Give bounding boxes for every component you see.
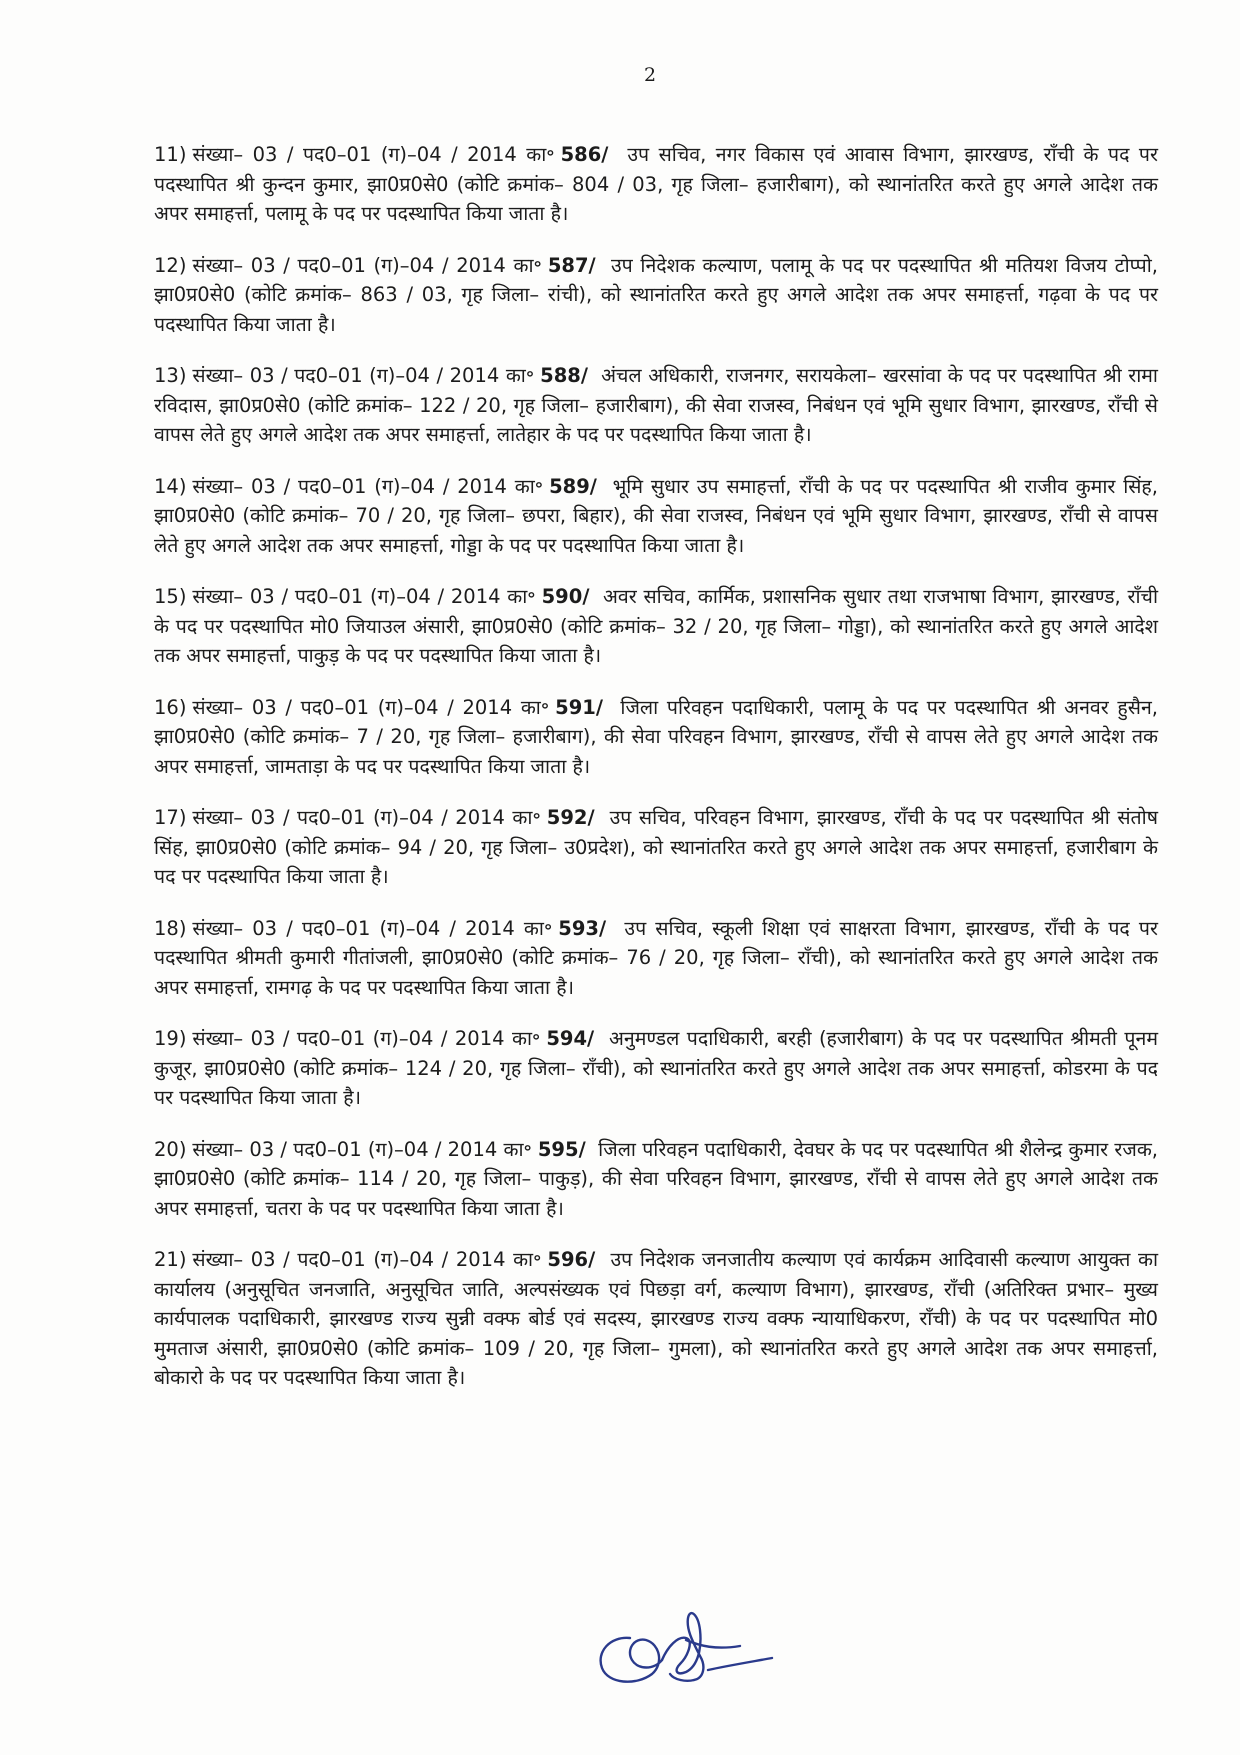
order-reference: संख्या– 03 / पद0–01 (ग)–04 / 2014 का॰ xyxy=(192,1248,542,1271)
order-number: 15) xyxy=(154,585,187,608)
order-reference: संख्या– 03 / पद0–01 (ग)–04 / 2014 का॰ xyxy=(192,364,535,387)
order-serial: 589/ xyxy=(549,474,597,498)
order-reference: संख्या– 03 / पद0–01 (ग)–04 / 2014 का॰ xyxy=(192,695,550,719)
order-item xyxy=(154,1024,1158,1113)
order-serial: 586/ xyxy=(560,143,609,166)
order-item xyxy=(154,803,1158,892)
order-text: उप निदेशक जनजातीय कल्याण एवं कार्यक्रम आदिवासी कल्याण आयुक्त का कार्यालय (अनुसूचित जनजाति, अनुसूचित जाति, अल्पसंख्यक एवं पिछड़ा वर्ग, कल्याण विभाग), झारखण्ड, राँची (अतिरिक्त प्रभार– मुख्य कार्यपालक पदाधिकारी, झारखण्ड राज्य सुन्नी वक्फ बोर्ड एवं सदस्य, झारखण्ड राज्य वक्फ न्यायाधिकरण, राँची) के पद पर पदस्थापित मो0 मुमताज अंसारी, झा0प्र0से0 (कोटि क्रमांक– 109 / 20, गृह जिला– गुमला), को स्थानांतरित करते हुए अगले आदेश तक अपर समाहर्त्ता, बोकारो के पद पर पदस्थापित किया जाता है। xyxy=(154,1248,1158,1389)
order-number: 11) xyxy=(154,143,187,166)
order-reference: संख्या– 03 / पद0–01 (ग)–04 / 2014 का॰ xyxy=(192,253,542,277)
order-number: 14) xyxy=(154,474,187,498)
order-reference: संख्या– 03 / पद0–01 (ग)–04 / 2014 का॰ xyxy=(192,916,553,940)
order-serial: 587/ xyxy=(547,253,596,277)
order-reference: संख्या– 03 / पद0–01 (ग)–04 / 2014 का॰ xyxy=(192,143,555,166)
order-text: अंचल अधिकारी, राजनगर, सरायकेला– खरसांवा के पद पर पदस्थापित श्री रामा रविदास, झा0प्र0से0 (कोटि क्रमांक– 122 / 20, गृह जिला– हजारीबाग), की सेवा राजस्व, निबंधन एवं भूमि सुधार विभाग, झारखण्ड, राँची से वापस लेते हुए अगले आदेश तक अपर समाहर्त्ता, लातेहार के पद पर पदस्थापित किया जाता है। xyxy=(154,364,1158,446)
order-number: 13) xyxy=(154,364,187,387)
order-text: उप सचिव, नगर विकास एवं आवास विभाग, झारखण्ड, राँची के पद पर पदस्थापित श्री कुन्दन कुमार, झा0प्र0से0 (कोटि क्रमांक– 804 / 03, गृह जिला– हजारीबाग), को स्थानांतरित करते हुए अगले आदेश तक अपर समाहर्त्ता, पलामू के पद पर पदस्थापित किया जाता है। xyxy=(154,143,1158,225)
page-number: 2 xyxy=(643,64,657,86)
order-list xyxy=(154,140,1158,1415)
order-number: 17) xyxy=(154,806,187,829)
order-reference: संख्या– 03 / पद0–01 (ग)–04 / 2014 का॰ xyxy=(192,1027,541,1050)
order-reference: संख्या– 03 / पद0–01 (ग)–04 / 2014 का॰ xyxy=(192,474,544,498)
order-item xyxy=(154,693,1158,782)
order-serial: 592/ xyxy=(546,806,595,829)
order-text: जिला परिवहन पदाधिकारी, पलामू के पद पर पदस्थापित श्री अनवर हुसैन, झा0प्र0से0 (कोटि क्रमांक– 7 / 20, गृह जिला– हजारीबाग), की सेवा परिवहन विभाग, झारखण्ड, राँची से वापस लेते हुए अगले आदेश तक अपर समाहर्त्ता, जामताड़ा के पद पर पदस्थापित किया जाता है। xyxy=(154,695,1158,778)
order-number: 18) xyxy=(154,916,187,940)
order-reference: संख्या– 03 / पद0–01 (ग)–04 / 2014 का॰ xyxy=(192,585,536,608)
order-item xyxy=(154,472,1158,561)
order-text: अवर सचिव, कार्मिक, प्रशासनिक सुधार तथा राजभाषा विभाग, झारखण्ड, राँची के पद पर पदस्थापित मो0 जियाउल अंसारी, झा0प्र0से0 (कोटि क्रमांक– 32 / 20, गृह जिला– गोड्डा), को स्थानांतरित करते हुए अगले आदेश तक अपर समाहर्त्ता, पाकुड़ के पद पर पदस्थापित किया जाता है। xyxy=(154,585,1158,667)
order-reference: संख्या– 03 / पद0–01 (ग)–04 / 2014 का॰ xyxy=(192,1137,532,1161)
order-serial: 596/ xyxy=(547,1248,596,1271)
order-text: उप सचिव, स्कूली शिक्षा एवं साक्षरता विभाग, झारखण्ड, राँची के पद पर पदस्थापित श्रीमती कुमारी गीतांजली, झा0प्र0से0 (कोटि क्रमांक– 76 / 20, गृह जिला– राँची), को स्थानांतरित करते हुए अगले आदेश तक अपर समाहर्त्ता, रामगढ़ के पद पर पदस्थापित किया जाता है। xyxy=(154,916,1158,999)
order-number: 19) xyxy=(154,1027,187,1050)
order-serial: 590/ xyxy=(541,585,590,608)
order-serial: 595/ xyxy=(537,1137,586,1161)
order-text: उप सचिव, परिवहन विभाग, झारखण्ड, राँची के पद पर पदस्थापित श्री संतोष सिंह, झा0प्र0से0 (कोटि क्रमांक– 94 / 20, गृह जिला– उ0प्रदेश), को स्थानांतरित करते हुए अगले आदेश तक अपर समाहर्त्ता, हजारीबाग के पद पर पदस्थापित किया जाता है। xyxy=(154,806,1158,888)
order-item xyxy=(154,140,1158,229)
order-item xyxy=(154,914,1158,1003)
order-text: जिला परिवहन पदाधिकारी, देवघर के पद पर पदस्थापित श्री शैलेन्द्र कुमार रजक, झा0प्र0से0 (कोटि क्रमांक– 114 / 20, गृह जिला– पाकुड़), की सेवा परिवहन विभाग, झारखण्ड, राँची से वापस लेते हुए अगले आदेश तक अपर समाहर्त्ता, चतरा के पद पर पदस्थापित किया जाता है। xyxy=(154,1137,1158,1220)
order-text: उप निदेशक कल्याण, पलामू के पद पर पदस्थापित श्री मतियश विजय टोप्पो, झा0प्र0से0 (कोटि क्रमांक– 863 / 03, गृह जिला– रांची), को स्थानांतरित करते हुए अगले आदेश तक अपर समाहर्त्ता, गढ़वा के पद पर पदस्थापित किया जाता है। xyxy=(154,253,1158,336)
order-text: भूमि सुधार उप समाहर्त्ता, राँची के पद पर पदस्थापित श्री राजीव कुमार सिंह, झा0प्र0से0 (कोटि क्रमांक– 70 / 20, गृह जिला– छपरा, बिहार), की सेवा राजस्व, निबंधन एवं भूमि सुधार विभाग, झारखण्ड, राँची से वापस लेते हुए अगले आदेश तक अपर समाहर्त्ता, गोड्डा के पद पर पदस्थापित किया जाता है। xyxy=(154,474,1158,557)
handwritten-signature xyxy=(590,1600,780,1700)
order-serial: 591/ xyxy=(555,695,603,719)
order-serial: 593/ xyxy=(558,916,607,940)
order-number: 20) xyxy=(154,1137,187,1161)
order-text: अनुमण्डल पदाधिकारी, बरही (हजारीबाग) के पद पर पदस्थापित श्रीमती पूनम कुजूर, झा0प्र0से0 (कोटि क्रमांक– 124 / 20, गृह जिला– राँची), को स्थानांतरित करते हुए अगले आदेश तक अपर समाहर्त्ता, कोडरमा के पद पर पदस्थापित किया जाता है। xyxy=(154,1027,1158,1109)
order-item xyxy=(154,582,1158,671)
order-serial: 588/ xyxy=(540,364,588,387)
order-serial: 594/ xyxy=(546,1027,595,1050)
order-item xyxy=(154,1135,1158,1224)
order-number: 21) xyxy=(154,1248,187,1271)
order-reference: संख्या– 03 / पद0–01 (ग)–04 / 2014 का॰ xyxy=(192,806,541,829)
order-item xyxy=(154,251,1158,340)
order-item xyxy=(154,1245,1158,1393)
order-number: 12) xyxy=(154,253,187,277)
order-item xyxy=(154,361,1158,450)
order-number: 16) xyxy=(154,695,187,719)
